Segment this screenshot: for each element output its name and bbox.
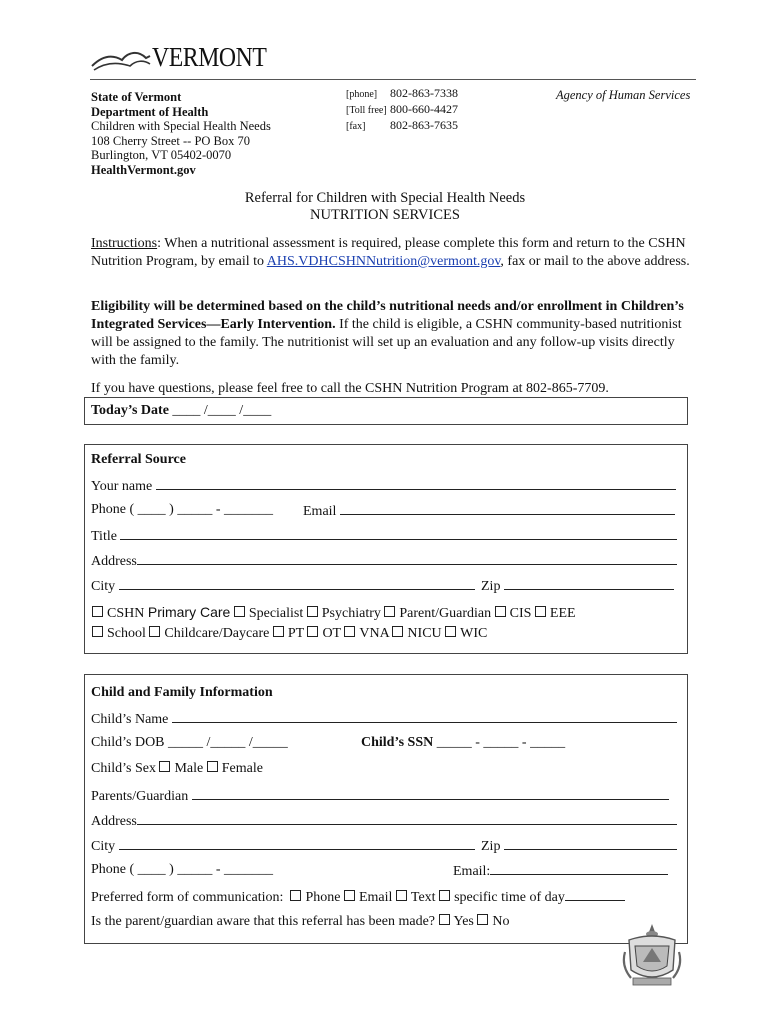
referral-source-box <box>84 444 688 654</box>
checkbox-label-childcare: Childcare/Daycare <box>164 626 270 641</box>
title-field[interactable] <box>120 527 677 540</box>
email-link[interactable]: AHS.VDHCSHNNutrition@vermont.gov <box>266 254 501 269</box>
checkbox-label-male: Male <box>174 761 204 776</box>
child-email-label: Email: <box>453 864 491 879</box>
referral-zip-field[interactable] <box>504 577 674 590</box>
referral-address-label: Address <box>91 554 137 569</box>
fax-label: [fax] <box>346 121 366 132</box>
checkbox-ot[interactable] <box>307 626 318 637</box>
checkbox-eee[interactable] <box>535 606 546 617</box>
childs-dob-field[interactable]: Child’s DOB _____ /_____ /_____ <box>91 735 288 750</box>
checkbox-pt[interactable] <box>273 626 284 637</box>
checkbox-pref-time[interactable] <box>439 890 450 901</box>
checkbox-pref-text[interactable] <box>396 890 407 901</box>
vermont-seal-icon <box>621 922 683 988</box>
title-line-1: Referral for Children with Special Health Needs <box>244 190 526 206</box>
child-city-field[interactable] <box>119 837 475 850</box>
checkbox-pref-phone[interactable] <box>290 890 301 901</box>
checkbox-label-aware-no: No <box>492 914 510 929</box>
checkbox-aware-no[interactable] <box>477 914 488 925</box>
your-name-label: Your name <box>91 479 153 494</box>
checkbox-cshn[interactable] <box>92 606 103 617</box>
child-family-heading: Child and Family Information <box>91 685 273 700</box>
checkbox-label-aware-yes: Yes <box>453 914 474 929</box>
pref-comm-label: Preferred form of communication: <box>91 890 284 905</box>
child-zip-field[interactable] <box>504 837 677 850</box>
agency-name: Agency of Human Services <box>556 88 691 102</box>
header-divider <box>90 79 696 80</box>
checkbox-label-eee: EEE <box>549 606 576 621</box>
checkbox-label-vna: VNA <box>359 626 389 641</box>
child-zip-label: Zip <box>481 839 501 854</box>
checkbox-male[interactable] <box>159 761 170 772</box>
childs-name-label: Child’s Name <box>91 712 169 727</box>
checkbox-label-pt: PT <box>287 626 304 641</box>
childs-ssn-field[interactable]: _____ - _____ - _____ <box>436 735 566 750</box>
checkbox-label-nicu: NICU <box>407 626 442 641</box>
checkbox-label-specialist: Specialist <box>248 606 304 621</box>
checkbox-label-parent-guardian: Parent/Guardian <box>399 606 492 621</box>
referral-city-label: City <box>91 579 116 594</box>
checkbox-label-pref-time: specific time of day <box>454 890 565 905</box>
parents-guardian-field[interactable] <box>192 787 669 800</box>
referral-type-row-2 <box>92 626 487 642</box>
checkbox-specialist[interactable] <box>234 606 245 617</box>
todays-date-label: Today’s Date <box>91 403 169 418</box>
checkbox-label-primary-care: Primary Care <box>147 604 231 620</box>
tollfree-label: [Toll free] <box>346 105 387 116</box>
referral-address-field[interactable] <box>137 552 677 565</box>
child-address-label: Address <box>91 814 137 829</box>
checkbox-aware-yes[interactable] <box>439 914 450 925</box>
referral-email-label: Email <box>303 504 337 519</box>
checkbox-label-wic: WIC <box>460 626 488 641</box>
questions-text: If you have questions, please feel free to call the CSHN Nutrition Program at 802-865-7709. <box>91 381 609 396</box>
instructions-paragraph <box>91 235 691 271</box>
checkbox-psychiatry[interactable] <box>307 606 318 617</box>
todays-date-field[interactable]: ____ /____ /____ <box>172 403 272 418</box>
parents-guardian-label: Parents/Guardian <box>91 789 189 804</box>
instructions-text-1: : When a nutritional assessment is required, please complete this form and return to the CSHN Nutrition Program, by email to <box>91 236 686 269</box>
checkbox-female[interactable] <box>207 761 218 772</box>
checkbox-label-pref-phone: Phone <box>305 890 341 905</box>
phone-number: 802-863-7338 <box>390 86 458 100</box>
contact-numbers <box>346 86 458 134</box>
street-address: 108 Cherry Street -- PO Box 70 <box>91 133 251 148</box>
website: HealthVermont.gov <box>91 162 196 177</box>
eligibility-bold: Eligibility will be determined based on the child’s nutritional needs and/or enrollment in Children’s Integrated Services—Early Intervention. <box>91 299 684 332</box>
fax-number: 802-863-7635 <box>390 118 458 132</box>
checkbox-label-female: Female <box>221 761 263 776</box>
checkbox-wic[interactable] <box>445 626 456 637</box>
checkbox-pref-email[interactable] <box>344 890 355 901</box>
childs-ssn-label: Child’s SSN <box>361 735 434 750</box>
childs-sex-label: Child’s Sex <box>91 761 156 776</box>
tollfree-number: 800-660-4427 <box>390 102 458 116</box>
aware-question: Is the parent/guardian aware that this referral has been made? <box>91 914 435 929</box>
todays-date-box <box>84 397 688 425</box>
eligibility-paragraph <box>91 298 691 370</box>
your-name-field[interactable] <box>156 477 676 490</box>
checkbox-nicu[interactable] <box>392 626 403 637</box>
title-label: Title <box>91 529 117 544</box>
agency-address <box>91 90 271 177</box>
form-title <box>0 190 770 224</box>
eligibility-text: If the child is eligible, a CSHN community-based nutritionist will be assigned to the family. The nutritionist will set up an evaluation and any follow-up visits directly with the family. <box>91 317 682 368</box>
child-city-label: City <box>91 839 116 854</box>
checkbox-vna[interactable] <box>344 626 355 637</box>
checkbox-label-school: School <box>107 626 146 641</box>
checkbox-label-pref-email: Email <box>358 890 393 905</box>
checkbox-parent-guardian[interactable] <box>384 606 395 617</box>
checkbox-label-pref-text: Text <box>410 890 436 905</box>
checkbox-childcare[interactable] <box>149 626 160 637</box>
checkbox-label-cshn: CSHN <box>107 606 145 621</box>
phone-label: [phone] <box>346 89 378 100</box>
program-name: Children with Special Health Needs <box>91 119 271 133</box>
department-name: Department of Health <box>91 104 209 119</box>
checkbox-label-cis: CIS <box>509 606 532 621</box>
referral-zip-label: Zip <box>481 579 501 594</box>
state-name: State of Vermont <box>91 90 182 104</box>
logo-wordmark: VERMONT <box>152 42 267 72</box>
checkbox-label-ot: OT <box>322 626 341 641</box>
child-family-box <box>84 674 688 944</box>
referral-email-field[interactable] <box>340 502 675 515</box>
child-phone-field[interactable]: Phone ( ____ ) _____ - _______ <box>91 862 273 877</box>
child-address-field[interactable] <box>137 812 677 825</box>
checkbox-label-psychiatry: Psychiatry <box>321 606 381 621</box>
instructions-text-2: , fax or mail to the above address. <box>500 254 690 269</box>
referral-type-row-1 <box>92 604 576 622</box>
referral-source-heading: Referral Source <box>91 452 186 467</box>
instructions-label: Instructions <box>91 236 158 251</box>
checkbox-school[interactable] <box>92 626 103 637</box>
referral-city-field[interactable] <box>119 577 475 590</box>
referral-phone-field[interactable]: Phone ( ____ ) _____ - _______ <box>91 502 273 517</box>
checkbox-cis[interactable] <box>495 606 506 617</box>
pref-time-field[interactable] <box>565 888 625 901</box>
childs-name-field[interactable] <box>172 710 677 723</box>
child-email-field[interactable] <box>490 862 668 875</box>
title-line-2: NUTRITION SERVICES <box>310 207 460 223</box>
city-zip: Burlington, VT 05402-0070 <box>91 148 232 162</box>
